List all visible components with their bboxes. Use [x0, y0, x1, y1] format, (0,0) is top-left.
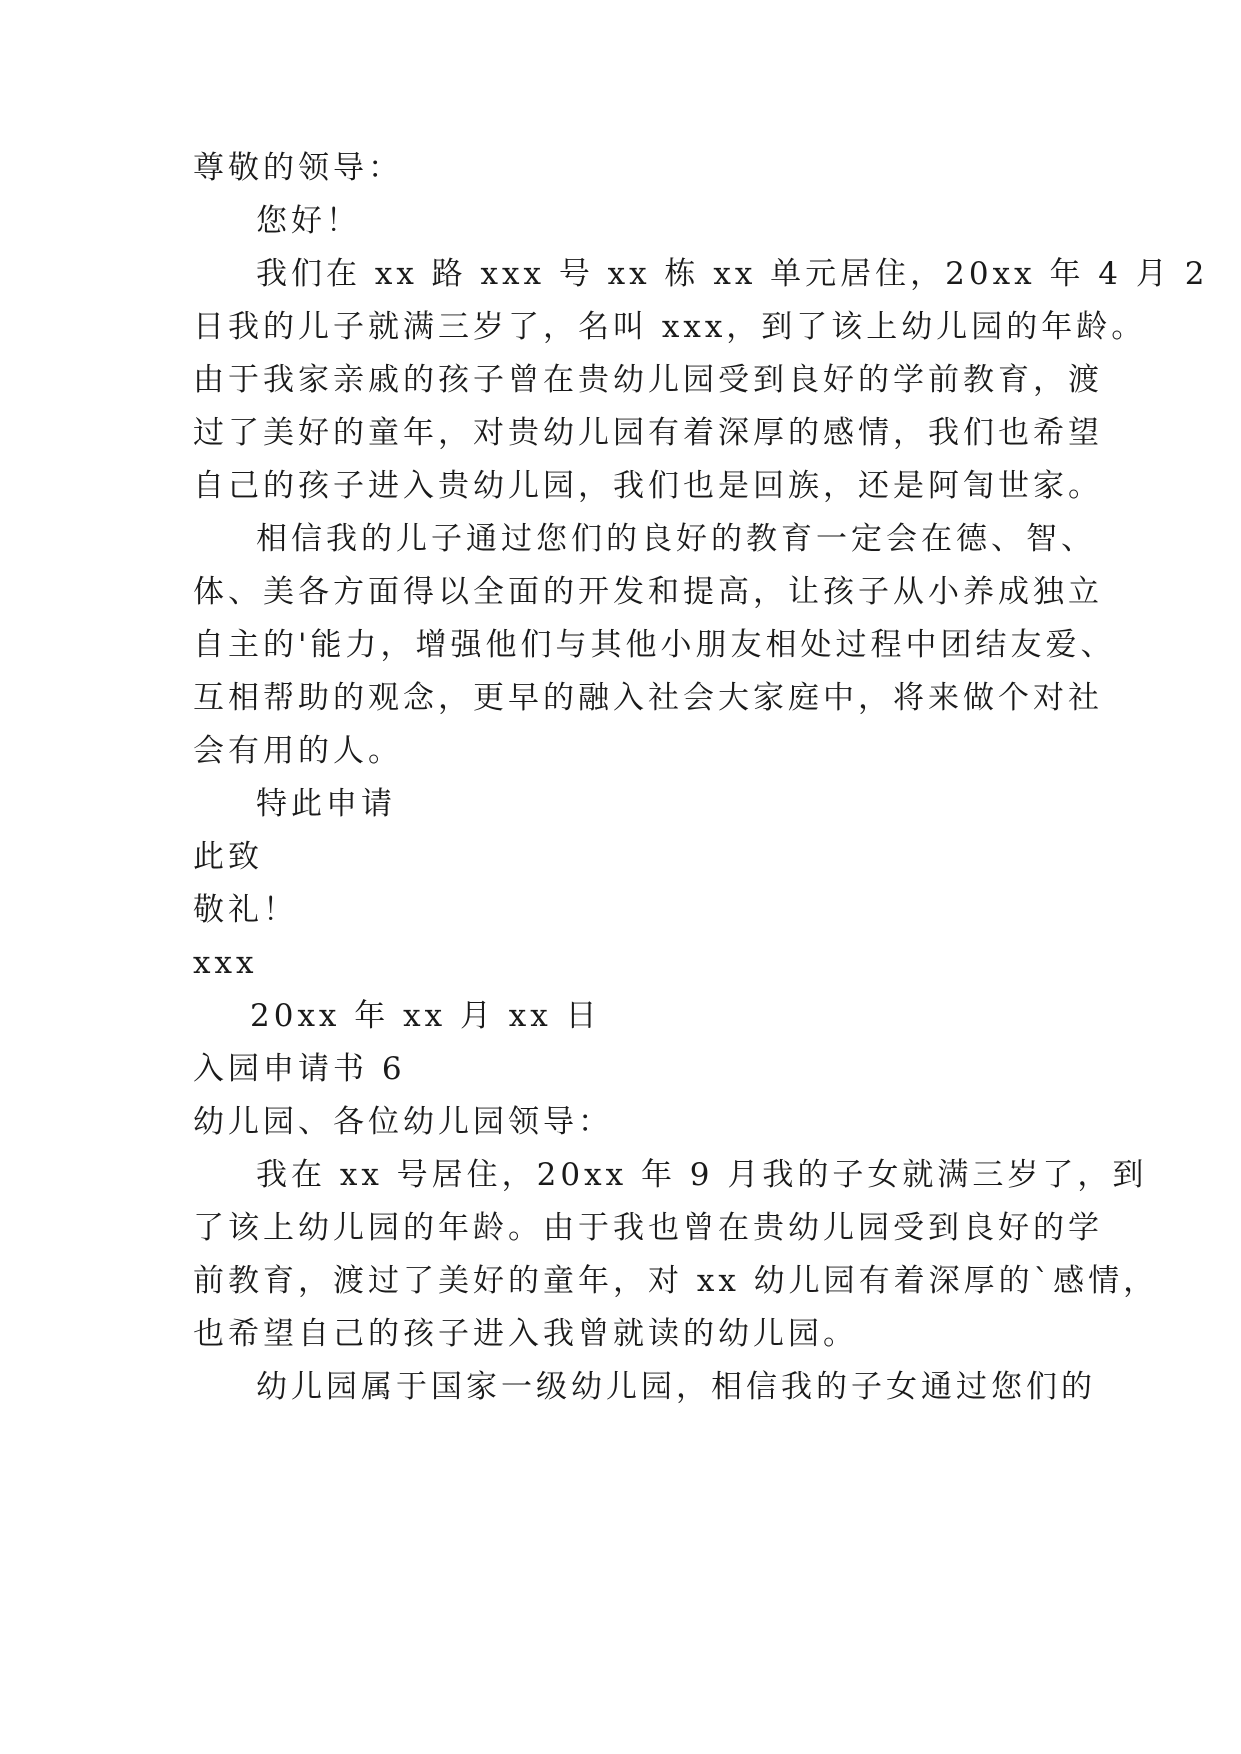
salutation: 幼儿园、各位幼儿园领导：: [193, 1104, 613, 1140]
greeting: 您好！: [256, 203, 361, 239]
paragraph-line: 过了美好的童年，对贵幼儿园有着深厚的感情，我们也希望: [193, 415, 1103, 451]
section-heading: 入园申请书 6: [193, 1051, 406, 1087]
paragraph-line: 互相帮助的观念，更早的融入社会大家庭中，将来做个对社: [193, 680, 1103, 716]
paragraph-line: 相信我的儿子通过您们的良好的教育一定会在德、智、: [256, 521, 1096, 557]
jingli-line: 敬礼！: [193, 892, 298, 928]
paragraph-line: 日我的儿子就满三岁了，名叫 xxx，到了该上幼儿园的年龄。: [193, 309, 1147, 345]
cizhi-line: 此致: [193, 839, 263, 875]
signature: xxx: [193, 945, 258, 981]
paragraph-line: 体、美各方面得以全面的开发和提高，让孩子从小养成独立: [193, 574, 1103, 610]
paragraph-line: 自主的'能力，增强他们与其他小朋友相处过程中团结友爱、: [193, 627, 1116, 663]
paragraph-line: 幼儿园属于国家一级幼儿园，相信我的子女通过您们的: [256, 1369, 1096, 1405]
paragraph-line: 自己的孩子进入贵幼儿园，我们也是回族，还是阿訇世家。: [193, 468, 1103, 504]
paragraph-line: 我在 xx 号居住，20xx 年 9 月我的子女就满三岁了，到: [256, 1157, 1148, 1193]
paragraph-line: 会有用的人。: [193, 733, 403, 769]
paragraph-line: 由于我家亲戚的孩子曾在贵幼儿园受到良好的学前教育，渡: [193, 362, 1103, 398]
paragraph-line: 我们在 xx 路 xxx 号 xx 栋 xx 单元居住，20xx 年 4 月 2: [256, 256, 1209, 292]
paragraph-line: 了该上幼儿园的年龄。由于我也曾在贵幼儿园受到良好的学: [193, 1210, 1103, 1246]
salutation: 尊敬的领导：: [193, 150, 403, 186]
date-line: 20xx 年 xx 月 xx 日: [250, 998, 601, 1034]
paragraph-line: 前教育，渡过了美好的童年，对 xx 幼儿园有着深厚的`感情，: [193, 1263, 1159, 1299]
paragraph-line: 也希望自己的孩子进入我曾就读的幼儿园。: [193, 1316, 858, 1352]
closing-line: 特此申请: [256, 786, 396, 822]
